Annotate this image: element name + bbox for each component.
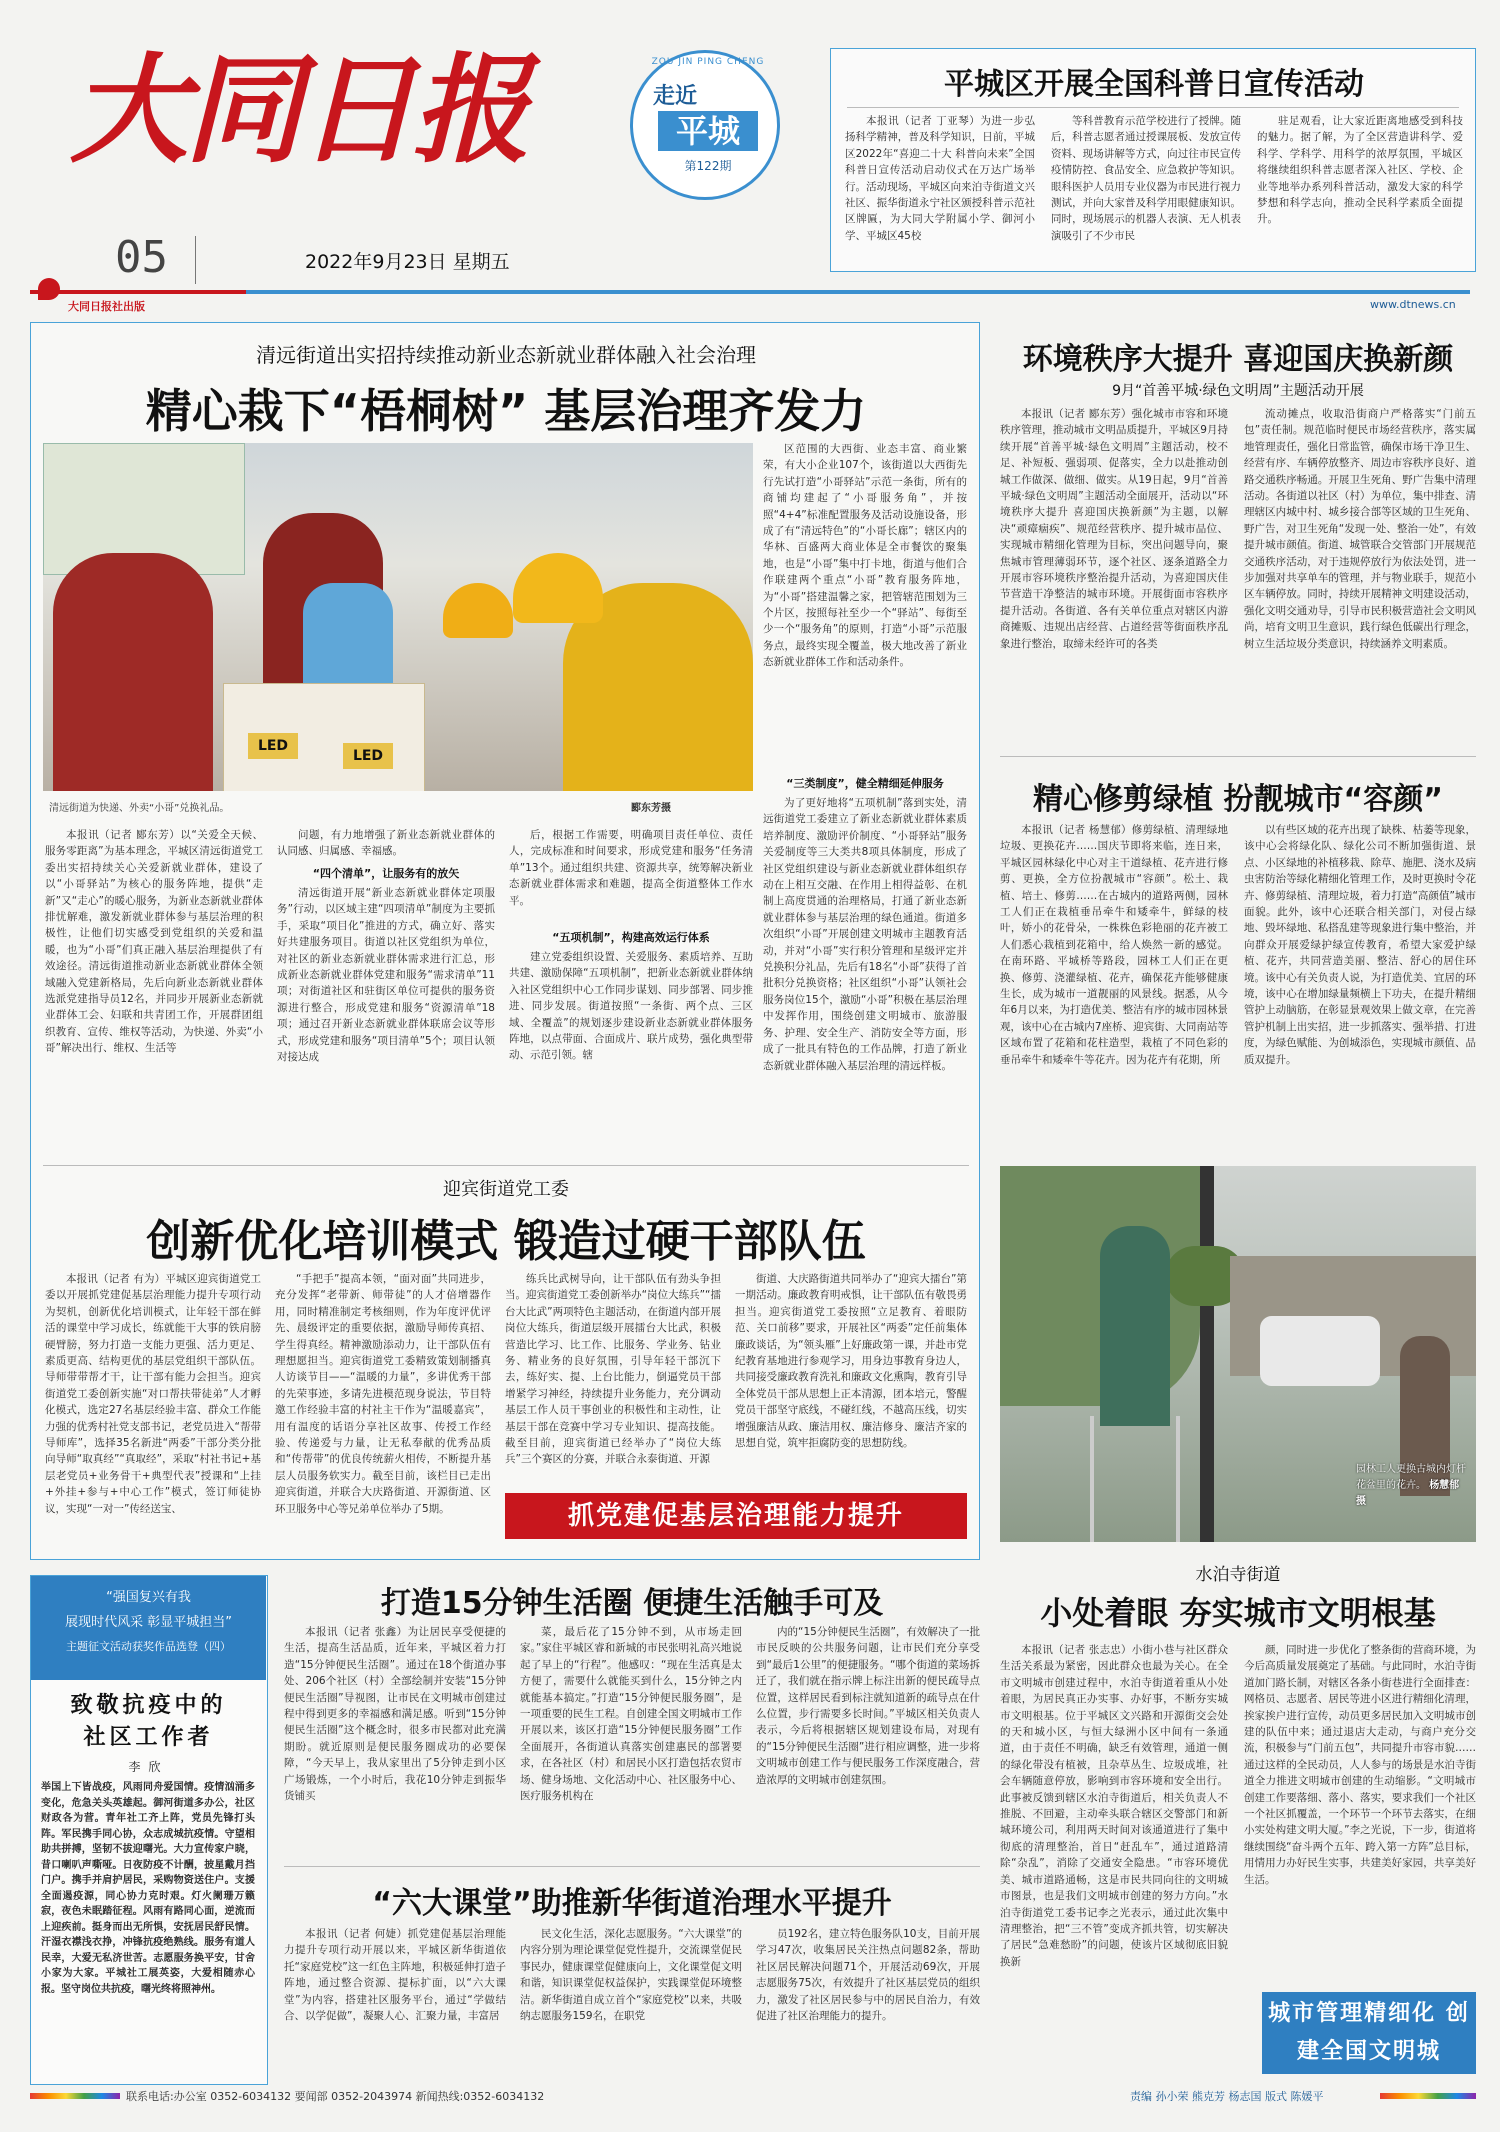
lead-sub-heading-2: “五项机制”，构建高效运行体系 bbox=[552, 931, 710, 944]
training-kicker: 迎宾街道党工委 bbox=[443, 1179, 569, 1200]
ladder bbox=[1090, 1416, 1180, 1542]
top-article-title: 平城区开展全国科普日宣传活动 bbox=[944, 67, 1364, 102]
green-photo bbox=[1000, 1166, 1476, 1542]
training-col4: 街道、大庆路街道共同举办了“迎宾大擂台”第一期活动。廉政教育明戒惧，让干部队伍有敬畏勇担当。迎宾街道党工委按照“立足教育、着眼防范、关口前移”要求，开展社区“两委”定任前集体廉政谈话，为“领头雁”上好廉政第一课，并赴市党纪教育基地进行参观学习，用身边事教育身边人，共同接受廉政教育洗礼和廉政文化熏陶，教育引导全体党员干部从思想上正本清源，团本培元，警醒党员干部坚守底线，不碰红线，不越高压线，切实增强廉洁从政、廉洁用权、廉洁修身、廉洁齐家的思想自觉，筑牢拒腐防变的思想防线。 bbox=[735, 1273, 967, 1450]
training-col2: “手把手”提高本领，“面对面”共同进步，充分发挥“老带新、师带徒”的人才倍增器作用，同时精准制定考核细则，作为年度评优评先、晨级评定的重要依据，激励导师传真招、学生得真经。精神激励添动力，让干部队伍有理想愿担当。迎宾街道党工委精致策划制播真人访谈节目——“温暖的力量”，多讲优秀干部的先荣事迹，多请先进模范现身说法，节目特邀工作经验丰富的村社主干作为“温暖嘉宾”，用有温度的话语分享社区故事、传授工作经验、传递爱与力量，让无私奉献的优秀品质和“传帮带”的优良传统薪火相传，不断提升基层人员服务软实力。截至目前，该栏目已走出迎宾街道，并联合大庆路街道、开源街道、区环卫服务中心等兄弟单位举办了5期。 bbox=[275, 1273, 491, 1515]
essay-header bbox=[31, 1576, 266, 1680]
lead-title: 精心栽下“梧桐树” 基层治理齐发力 bbox=[145, 384, 867, 438]
website[interactable]: www.dtnews.cn bbox=[1370, 298, 1456, 311]
env-col2: 流动摊点，收取沿街商户严格落实“门前五包”责任制。规范临时便民市场经营秩序，落实属地管理责任，强化日常监管，确保市场干净卫生、经营有序、车辆停放整齐、周边市容秩序良好、道路交通秩序畅通。开展卫生死角、野广告集中清理活动。各街道以社区（村）为单位，集中排查、清理辖区内城中村、城乡接合部等区域的卫生死角、野广告，对卫生死角“发现一处、整治一处”，有效提升城市颜值。街道、城管联合交管部门开展规范交通秩序活动，对于违规停放行为依法处罚，进一步加强对共享单车的管理，并与物业联手，规范小区车辆停放。同时，持续开展精神文明建设活动，强化文明交通劝导，引导市民积极营造社会文明风尚，培育文明卫生意识，践行绿色低碳出行理念，树立生活垃圾分类意识，持续涵养文明素质。 bbox=[1244, 408, 1476, 650]
footer-contact: 联系电话:办公室 0352-6034132 要闻部 0352-2043974 新闻热线:0352-6034132 bbox=[126, 2090, 545, 2103]
essay-header-1: “强国复兴有我 bbox=[106, 1590, 191, 1605]
top-article-rule bbox=[847, 107, 1459, 108]
column-main-text: 平城 bbox=[658, 111, 758, 151]
shuibosi-kicker: 水泊寺街道 bbox=[1195, 1565, 1281, 1585]
right-rule-1 bbox=[1000, 756, 1476, 757]
green-article bbox=[1000, 762, 1476, 1552]
column-badge bbox=[630, 50, 780, 200]
green-col1: 本报讯（记者 杨慧郁）修剪绿植、清理绿地垃圾、更换花卉……国庆节即将来临，连日来，平城区园林绿化中心对主干道绿植、花卉进行修剪、更换，全方位扮靓城市“容颜”。松土、栽植、培土、修剪……在古城内的道路两侧，园林工人们正在栽植垂吊牵牛和矮牵牛，鲜绿的枝叶，娇小的花骨朵，一株株色彩艳丽的花卉被工人们悉心栽植到花箱中，给人焕然一新的感觉。在南环路、平城桥等路段，园林工人们正在更换、修剪、浇灌绿植、花卉，确保花卉能够健康生长，成为城市一道靓丽的风景线。据悉，从今年6月以来，为打造优美、整洁有序的城市园林景观，该中心在古城内7座桥、迎宾街、大同南站等区域布置了花箱和花柱造型，栽植了不同色彩的垂吊牵牛和矮牵牛等花卉。因为花卉有花期，所 bbox=[1000, 824, 1228, 1066]
flame-logo-icon bbox=[38, 278, 60, 300]
footer-rainbow-right bbox=[1380, 2093, 1476, 2099]
column-pinyin: ZOU JIN PING CHENG bbox=[651, 57, 765, 67]
six-class-col2: 民文化生活，深化志愿服务。“六大课堂”的内容分别为理论课堂促党性提升，交流课堂促民事民办，健康课堂促健康向上，文化课堂促文明和谐，知识课堂促权益保护，实践课堂促环境整洁。新华街道自成立首个“家庭党校”以来，共吸纳志愿服务159名，在职党 bbox=[520, 1928, 742, 2023]
issue-date: 2022年9月23日 星期五 bbox=[305, 251, 510, 273]
living-title: 打造15分钟生活圈 便捷生活触手可及 bbox=[380, 1586, 884, 1621]
top-article-col2: 等科普教育示范学校进行了授牌。随后，科普志愿者通过授课展板、发放宣传资料、现场讲解等方式，向过往市民宣传疫情防控、食品安全、应急救护等知识。眼科医护人员用专业仪器为市民进行视力测试，并向大家普及科学用眼健康知识。同时，现场展示的机器人表演、无人机表演吸引了不少市民 bbox=[1051, 115, 1241, 242]
lead-kicker: 清远街道出实招持续推动新业态新就业群体融入社会治理 bbox=[256, 343, 756, 367]
green-caption-text: 园林工人更换古城内灯杆花盆里的花卉。 bbox=[1356, 1464, 1466, 1491]
lead-sub-heading-1: “四个清单”，让服务有的放矢 bbox=[312, 867, 460, 880]
living-col1: 本报讯（记者 张鑫）为让居民享受便捷的生活，提高生活品质，近年来，平城区着力打造“15分钟便民生活圈”。通过在18个街道办事处、206个社区（村）全部绘制并安装“15分钟便民生活圈”导视图，让市民在文明城市创建过程中得到更多的幸福感和满足感。听到“15分钟便民生活圈”这个概念时，很多市民都对此充满期盼。就近原则是便民服务圈成功的必要保障，“今天早上，我从家里出了5分钟走到小区广场锻炼，一个小时后，我花10分钟走到振华货铺买 bbox=[284, 1626, 506, 1803]
masthead-divider bbox=[195, 236, 196, 284]
page-number: 05 bbox=[115, 232, 168, 283]
six-class-title: “六大课堂”助推新华街道治理水平提升 bbox=[372, 1886, 892, 1921]
training-title: 创新优化培训模式 锻造过硬干部队伍 bbox=[146, 1216, 866, 1267]
lead-col1: 本报讯（记者 郾东芳）以“关爱全天候、服务零距离”为基本理念，平城区清远街道党工委出实招持续关心关爱新就业群体，建设了以“小哥驿站”为核心的服务阵地，提供“走新”又“走心”的暖心服务，为新业态新就业群体排忧解难，激发新就业群体参与基层治理的积极性，让他们切实感受到党组织的关爱和温暖，也为“小哥”们真正融入基层治理提供了有效途径。清远街道推动新业态新就业群体全领域融入党建新格局，先后向新业态新就业群体选派党建指导员12名，并同步开展新业态新就业群体工会、妇联和共青团工作，开展群团组织教育、宣传、维权等活动，为快递、外卖“小哥”解决出行、维权、生活等 bbox=[45, 829, 263, 1055]
rider-helmet bbox=[513, 553, 603, 623]
green-title: 精心修剪绿植 扮靓城市“容颜” bbox=[1033, 782, 1443, 817]
lead-right-col: 区范围的大西街、业态丰富、商业繁荣，有大小企业107个，该街道以大西街先行先试打造“小哥驿站”示范一条街，所有的商铺均建起了“小哥服务角”，并按照“4+4”标准配置服务及活动设施设备，形成了有“清远特色”的“小哥长廊”；辖区内的华林、百盛两大商业体是全市餐饮的聚集地，也是“小哥”集中打卡地，街道与他们合作联建两个重点“小哥”教育服务阵地，为“小哥”搭建温馨之家，把管辖范围划为三个片区，按照每社至少一个“驿站”、每街至少一个“服务角”的原则，打造“小哥”示范服务点，最终实现全覆盖，极大地改善了新业态新就业群体工作和活动条件。 bbox=[763, 443, 967, 669]
six-class-col3: 员192名，建立特色服务队10支，目前开展学习47次，收集居民关注热点问题82条，帮助社区居民解决问题71个，开展活动69次，开展志愿服务75次，有效提升了社区基层党员的组织力，激发了社区居民参与中的居民自治力，有效促进了社区治理能力的提升。 bbox=[756, 1928, 980, 2023]
shuibosi-col2: 颜，同时进一步优化了整条街的营商环境，为今后高质量发展奠定了基础。与此同时，水泊寺街道加门路长制，对辖区各条小街巷进行全面排查：网格员、志愿者、居民等进小区进行精细化清理，挨家挨户进行宣传，动员更多居民加入文明城市创建的队伍中来；通过退店大走动，与商户充分交流，积极参与“门前五包”，共同提升市容市貌……通过这样的全民动员，人人参与的场景是水泊寺街道全力推进文明城市创建的生动缩影。“文明城市创建工作要落细、落小、落实，要求我们一个社区一个社区抓覆盖，一个环节一个环节去落实，在细小实处构建文明大厦。”李之光说，下一步，街道将继续围绕“奋斗两个五年、跨入第一方阵”总目标，用情用力办好民生实事，共建美好家园，共享美好生活。 bbox=[1244, 1644, 1476, 1886]
env-title: 环境秩序大提升 喜迎国庆换新颜 bbox=[1022, 342, 1454, 377]
essay-title-1: 致敬抗疫中的 bbox=[70, 1693, 227, 1718]
essay-box bbox=[30, 1575, 268, 2085]
lead-col2-b: 清远街道开展“新业态新就业群体定项服务”行动，以区域主建“四项清单”制度为主要抓手，采取“项目化”推进的方式，确立好、落实好共建服务项目。街道以社区党组织为单位，对社区的新业态新就业群体需求进行汇总，形成新业态新就业群体党建和服务“需求清单”11项；对街道社区和驻街区单位可提供的服务资源进行整合，形成党建和服务“资源清单”18项；通过召开新业态新就业群体联席会议等形式，形成党建和服务“项目清单”5个；项目认领对接达成 bbox=[277, 887, 495, 1064]
env-subtitle: 9月“首善平城·绿色文明周”主题活动开展 bbox=[1112, 383, 1364, 399]
living-col2: 菜，最后花了15分钟不到，从市场走回家。”家住平城区睿和新城的市民张明礼高兴地说起了早上的“行程”。他感叹：“现在生活真是太方便了，需要什么就能买到什么，15分钟之内就能基本搞定。”打造“15分钟便民服务圈”，是一项重要的民生工程。自创建全国文明城市工作开展以来，该区打造“15分钟便民服务圈”工作全面展开，各街道认真落实创建惠民的部署要求，在各社区（村）和居民小区打造包括农贸市场、健身场地、文化活动中心、社区服务中心、医疗服务机构在 bbox=[520, 1626, 742, 1803]
shuibosi-title: 小处着眼 夯实城市文明根基 bbox=[1040, 1594, 1436, 1632]
footer-editors: 责编 孙小荣 熊克芳 杨志国 版式 陈媛平 bbox=[1130, 2090, 1324, 2103]
led-box-label-2: LED bbox=[343, 743, 393, 769]
training-col1: 本报讯（记者 有为）平城区迎宾街道党工委以开展抓党建促基层治理能力提升专项行动为契机，创新优化培训模式，让年轻干部在鲜活的课堂中学习成长，练就能干大事的铁肩膀硬臂膀，努力打造一支能力更强、活力更足、素质更高、结构更优的基层党组织干部队伍。导师带带帮才干，让干部有能力会担当。迎宾街道党工委创新实施“对口帮扶带徒弟”人才孵化模式，选定27名基层经验丰富、群众工作能力强的优秀村社党支部书记，老党员进入“帮带导师库”，选择35名新进“两委”干部分类分批向导师“取真经”“真取经”，采取“村社书记+基层老党员+业务骨干+典型代表”授课和“上挂+外挂+参与+中心工作”模式，签订师徒协议，实现“一对一”传经送宝、 bbox=[45, 1273, 261, 1515]
shuibosi-col1: 本报讯（记者 张志忠）小街小巷与社区群众生活关系最为紧密，因此群众也最为关心。在全市文明城市创建过程中，水泊寺街道着重从小处着眼，为居民真正办实事、办好事，不断夯实城市文明根基。位于平城区文兴路和开源街交会处的天和城小区，与恒大绿洲小区中间有一条通道，由于责任不明确，缺乏有效管理，通道一侧的绿化带没有植被，且杂草丛生、垃圾成堆，社会车辆随意停放，影响到市容环境和安全出行。此事被反馈到辖区水泊寺街道后，相关负责人不推脱、不回避，主动牵头联合辖区交警部门和新城环境公司，利用两天时间对该通道进行了集中彻底的清理整治，首日“赶乱车”，通过道路清除“杂乱”，消除了交通安全隐患。“市容环境优美、城市道路通畅，这是市民共同向往的文明城市图景，也是我们文明城市创建的努力方向。”水泊寺街道党工委书记李之光表示，通过此次集中清理整治，把“三不管”变成齐抓共管，切实解决了居民“急难愁盼”的问题，使该片区域彻底旧貌换新 bbox=[1000, 1644, 1228, 1968]
green-photo-caption bbox=[1356, 1462, 1466, 1510]
lead-col3-block bbox=[509, 827, 753, 1157]
essay-title-2: 社区工作者 bbox=[83, 1725, 214, 1750]
lamp-post bbox=[1200, 1166, 1214, 1542]
env-col1: 本报讯（记者 郾东芳）强化城市市容和环境秩序管理，推动城市文明品质提升，平城区9月持续开展“首善平城·绿色文明周”主题活动，校不足、补短板、强弱项、促落实，全力以赴推动创城工作做深、做细、做实。从19日起，9月“首善平城·绿色文明周”主题活动全面展开，活动以“环境秩序大提升 喜迎国庆换新颜”为主题，以解决“顽瘴痼疾”、规范经营秩序、提升城市品位、实现城市精细化管理为目标，突出问题导向，聚焦城市管理薄弱环节，逐个社区、逐条道路全力开展市容环境秩序整治提升活动，为喜迎国庆佳节营造干净整洁的城市环境。开展街面市容秩序提升活动。各街道、各有关单位重点对辖区内游商摊贩、违规出店经营、占道经营等街面秩序乱象进行整治，取缔未经许可的各类 bbox=[1000, 408, 1228, 650]
living-article bbox=[284, 1570, 980, 1860]
column-top-text: 走近 bbox=[653, 84, 698, 109]
lead-article bbox=[30, 322, 980, 1560]
env-article bbox=[1000, 322, 1476, 752]
essay-author: 李欣 bbox=[128, 1760, 169, 1774]
training-banner: 抓党建促基层治理能力提升 bbox=[505, 1493, 967, 1539]
publisher-band bbox=[30, 290, 1470, 294]
green-caption-credit: 杨慧郁摄 bbox=[1356, 1480, 1460, 1507]
training-col3: 练兵比武树导向，让干部队伍有劲头争担当。迎宾街道党工委创新举办“岗位大练兵”“擂台大比武”两项特色主题活动，在街道内部开展岗位大练兵，街道层级开展擂台大比武，积极营造比学习、比工作、比服务、学业务、钻业务、精业务的良好氛围，引导年轻干部沉下去，练好实、提、上台比能力，倒逼党员干部增紧学习神经，持续提升业务能力，充分调动基层工作人员干事创业的积极性和主动性，让基层干部在竞赛中学习专业知识、提高技能。截至目前，迎宾街道已经举办了“岗位大练兵”三个赛区的分赛，并联合永泰街道、开源 bbox=[505, 1273, 721, 1466]
publisher-text: 大同日报社出版 bbox=[68, 300, 145, 313]
column-issue: 第122期 bbox=[684, 159, 732, 173]
essay-header-2: 展现时代风采 彰显平城担当” bbox=[65, 1615, 232, 1630]
six-class-article bbox=[284, 1872, 980, 2087]
mid-bottom-rule bbox=[284, 1866, 980, 1867]
lead-col2-block bbox=[277, 827, 495, 1157]
footer-rainbow bbox=[30, 2093, 120, 2099]
lead-col2-a: 问题，有力地增强了新业态新就业群体的认同感、归属感、幸福感。 bbox=[277, 829, 495, 858]
lead-right-col-2: 为了更好地将“五项机制”落到实处，清远街道党工委建立了新业态新就业群体素质培养制度、激励评价制度、“小哥驿站”服务关爱制度等三大类共8项具体制度，形成了社区党组织建设与新业态新就业群体组织存动在上相互交融、在作用上相得益彰、在机制上高度贯通的治理格局，打通了新业态新就业群体参与基层治理的绿色通道。街道多次组织“小哥”开展创建文明城市主题教育活动，并对“小哥”实行积分管理和星级评定并兑换积分礼品，先后有18名“小哥”获得了首批积分兑换资格；社区组织“小哥”认领社会服务岗位15个，激励“小哥”积极在基层治理中发挥作用，围绕创建文明城市、旅游服务、护理、安全生产、消防安全等方面，形成了一批具有特色的工作品牌，打造了新业态新就业群体融入基层治理的清远样板。 bbox=[763, 797, 967, 1072]
green-col2: 以有些区域的花卉出现了缺株、枯萎等现象，该中心会将绿化队、绿化公司不断加强街道、景点、小区绿地的补植移栽、除草、施肥、浇水及病虫害防治等绿化精细化管理工作，及时更换时令花卉、修剪绿植、清理垃圾，着力打造“高颜值”城市面貌。此外，该中心还联合相关部门，对侵占绿地、毁坏绿地、私搭乱建等现象进行集中整治，并向群众开展爱绿护绿宣传教育，希望大家爱护绿植、花卉，共同营造美丽、整洁、舒心的居住环境。该中心有关负责人说，为打造优美、宜居的环境，该中心在增加绿量频横上下功夫，在提升精细管护上动脑筋，在彰显景观效果上做文章，在完善管护机制上出实招，进一步抓落实、强举措、打进度，为绿色赋能、为创城添色，实现城市颜值、品质双提升。 bbox=[1244, 824, 1476, 1066]
lead-photo-credit: 郾东芳摄 bbox=[631, 803, 671, 814]
lead-sub-heading-3: “三类制度”，健全精细延伸服务 bbox=[786, 777, 944, 790]
worker bbox=[1100, 1226, 1170, 1426]
essay-poem: 举国上下皆战疫，风雨同舟爱国情。疫情汹涌多变化，危急关头英雄起。御河街道多办公，社区财政各为营。青年社工齐上阵，党员先锋打头阵。军民携手同心协，众志成城抗疫情。守望相助共拼搏，坚韧不拔迎曙光。大力宣传家户晓，昔口喇叭声嘶哑。日夜防疫不计酬，披星戴月挡门户。携手并肩护居民，采购物资送住户。支援全面遏疫源，同心协力克时艰。灯火阑珊万籁寂，夜色未眠踏征程。风雨有路同心面，逆流而上迎疾前。挺身而出无所惧，安抚居民舒民情。汗湿衣襟浅衣挣，冲锋抗疫绝熟线。服务有道人民幸，大爱无私济世苦。志愿服务换平安，甘舍小家为大家。平城社工展英姿，大爱相随赤心报。坚守岗位共抗疫，曙光终将照神州。 bbox=[41, 1782, 255, 1995]
rider-helmet-2 bbox=[443, 583, 513, 638]
top-article-col1: 本报讯（记者 丁亚琴）为进一步弘扬科学精神，普及科学知识，日前，平城区2022年“喜迎二十大 科普向未来”全国科普日宣传活动启动仪式在万达广场举行。活动现场，平城区向来泊寺街道文兴社区、振华街道永宁社区颁授科普示范社区牌匾，为大同大学附属小学、御河小学、平城区45校 bbox=[845, 115, 1035, 242]
person-left bbox=[53, 553, 213, 791]
six-class-col1: 本报讯（记者 何婕）抓党建促基层治理能力提升专项行动开展以来，平城区新华街道依托“家庭党校”这一红色主阵地，积极延伸打造子阵地，通过整合资源、提标扩面，以“六大课堂”为内容，搭建社区服务平台，通过“学做结合、以学促做”，凝聚人心、汇聚力量，丰富居 bbox=[284, 1928, 506, 2023]
van bbox=[1260, 1316, 1380, 1386]
essay-header-3: 主题征文活动获奖作品选登（四） bbox=[66, 1640, 231, 1653]
shuibosi-banner: 城市管理精细化 创建全国文明城 bbox=[1262, 1992, 1476, 2074]
lead-col3-b: 建立党委组织设置、关爱服务、素质培养、互助共建、激励保障“五项机制”，把新业态新就业群体纳入社区党组织中心工作同步谋划、同步部署、同步推进、同步发展。街道按照“一条街、两个点、三区域、全覆盖”的规划逐步建设新业态新就业群体服务阵地，以点带面、合面成片、联片成势，强化典型带动、示范引领。辖 bbox=[509, 951, 753, 1062]
lead-photo-caption: 清远街道为快递、外卖“小哥”兑换礼品。 bbox=[49, 803, 230, 814]
lead-col3-a: 后，根据工作需要，明确项目责任单位、责任人，完成标准和时间要求，形成党建和服务“任务清单”13个。通过组织共建、资源共享，统筹解决新业态新就业群体需求和难题，提高全街道整体工作水平。 bbox=[509, 829, 753, 907]
living-col3: 内的“15分钟便民生活圈”，有效解决了一批市民反映的公共服务问题，让市民们充分享受到“最后1公里”的便捷服务。“哪个街道的菜场拆迁了，我们就在指示牌上标注出新的便民疏导点位置，这样居民看到标注就知道新的疏导点在什么位置，步行需要多长时间。”平城区相关负责人表示，今后将根据辖区规划建设布局，对现有的“15分钟便民生活圈”进行相应调整，进一步将文明城市创建工作与便民服务工作深度融合，营造浓厚的文明城市创建氛围。 bbox=[756, 1626, 980, 1786]
top-article bbox=[830, 48, 1476, 272]
shuibosi-article bbox=[1000, 1560, 1476, 2085]
paper-name-logo: 大同日报 bbox=[70, 40, 527, 179]
led-box-label: LED bbox=[248, 733, 298, 759]
lead-photo bbox=[43, 443, 753, 791]
top-article-col3: 驻足观看，让大家近距离地感受到科技的魅力。据了解，为了全区营造讲科学、爱科学、学科学、用科学的浓厚氛围，平城区将继续组织科普志愿者深入社区、学校、企业等地举办系列科普活动，激发大家的科学梦想和科学志向，推动全民科学素质全面提升。 bbox=[1257, 115, 1463, 226]
training-rule bbox=[43, 1165, 969, 1166]
